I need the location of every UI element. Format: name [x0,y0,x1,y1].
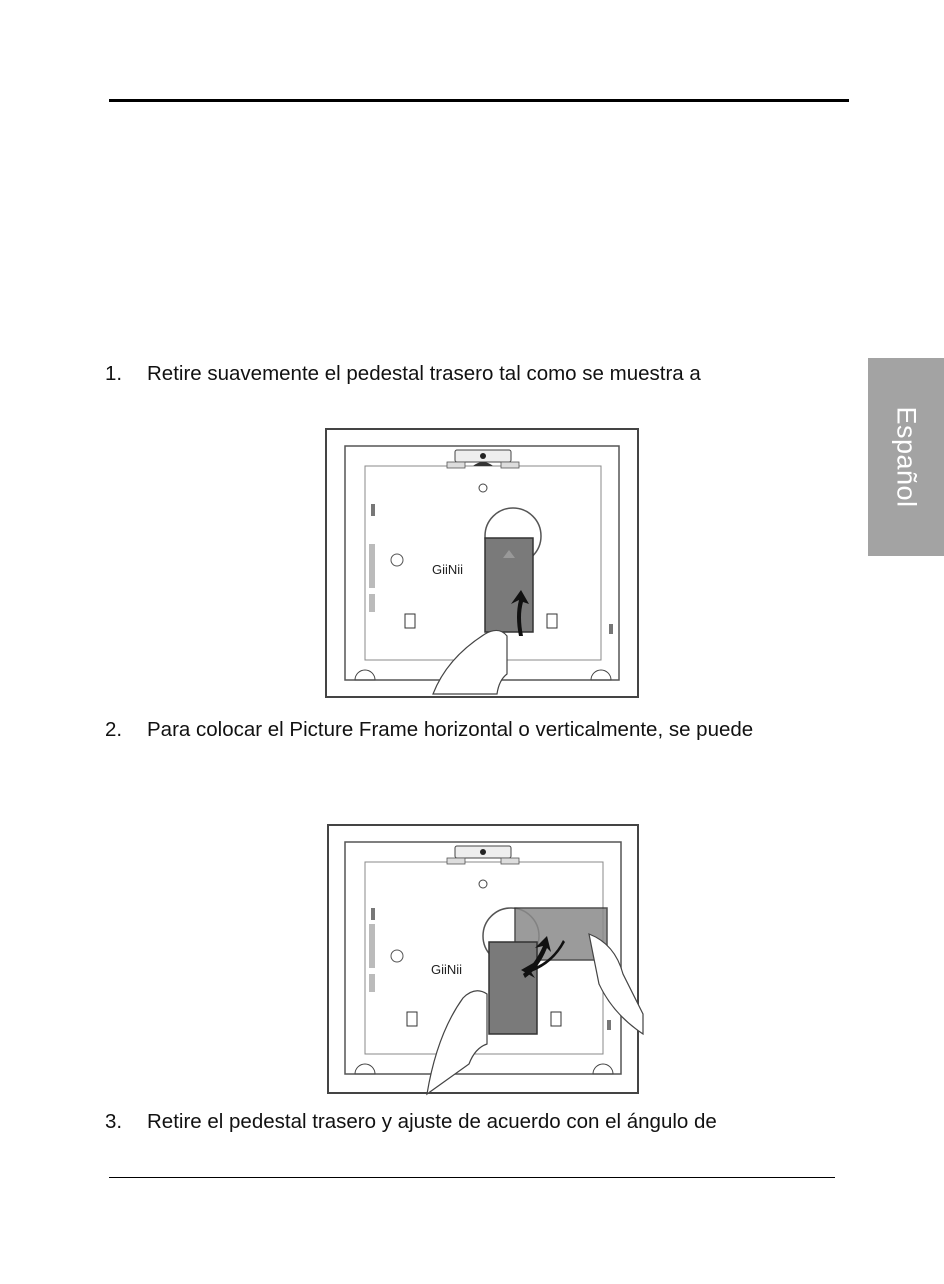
frame-back-illustration-2 [327,824,647,1098]
step-3 [105,1110,717,1134]
language-tab[interactable] [868,358,944,556]
brand-logo-text: GiiNii [431,962,463,977]
top-rule [109,99,849,102]
bottom-rule [109,1177,835,1178]
step-number: 3. [105,1110,123,1133]
step-2 [105,718,753,742]
frame-back-illustration-1 [325,428,645,702]
step-number: 1. [105,362,123,385]
step-1 [105,362,701,386]
frame-back-drawing [327,824,647,1098]
step-text: Para colocar el Picture Frame horizontal o verticalmente, se puede [147,718,754,741]
step-number: 2. [105,718,123,741]
language-tab-label: Español [891,406,922,508]
frame-back-drawing [325,428,645,702]
brand-logo-text: GiiNii [432,562,464,577]
step-text: Retire el pedestal trasero y ajuste de acuerdo con el ángulo de [147,1110,717,1133]
step-text: Retire suavemente el pedestal trasero tal como se muestra a [147,362,701,385]
